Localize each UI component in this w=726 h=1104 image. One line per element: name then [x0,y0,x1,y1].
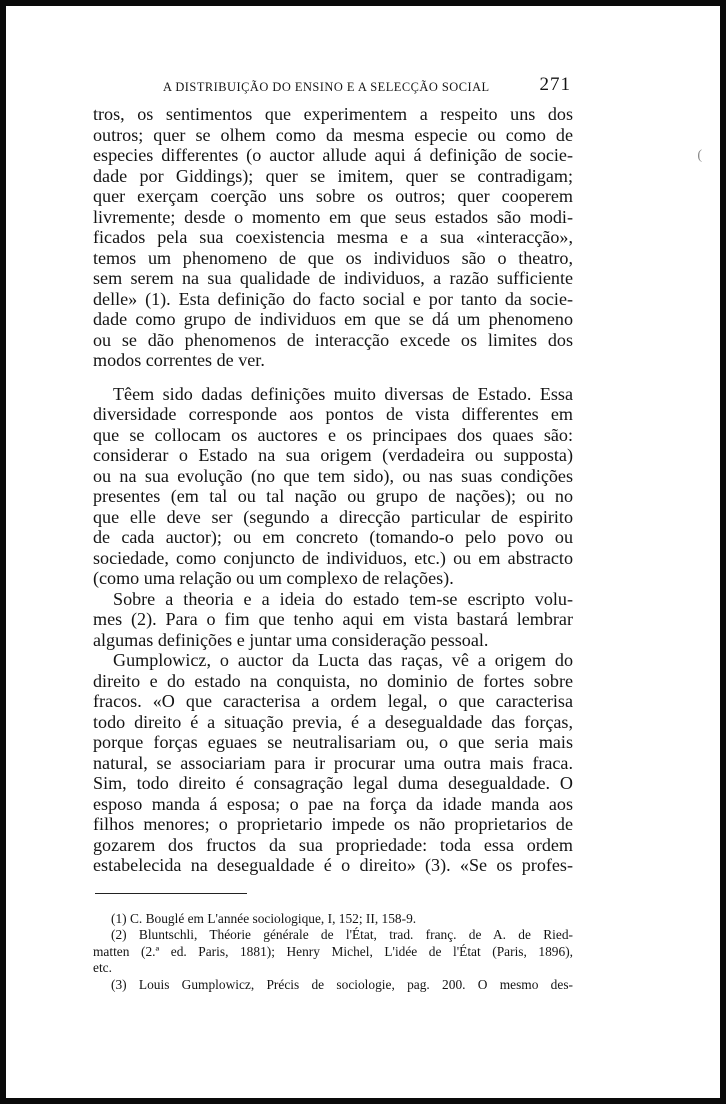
text-line: modos correntes de ver. [93,350,265,370]
text-line: delle» (1). Esta definição do facto social e por tanto da socie- [93,288,573,309]
text-line: livremente; desde o momento em que seus estados são modi- [93,206,573,227]
text-line: Sobre a theoria e a ideia do estado tem-se escripto volu- [113,588,573,609]
footnote-line: matten (2.ª ed. Paris, 1881); Henry Michel, L'idée de l'État (Paris, 1896), [93,943,573,959]
text-line: Têem sido dadas definições muito diversas de Estado. Essa [113,383,573,404]
text-line: fracos. «O que caracterisa a ordem legal, o que caracterisa [93,691,573,711]
text-line: filhos menores; o proprietario impede os não proprietarios de [93,814,573,834]
scan-border-top [0,0,726,6]
text-line: de cada auctor); ou em concreto (tomando-o pelo povo ou [93,527,573,547]
footnote-rule [95,893,247,894]
text-line: diversidade corresponde aos pontos de vista differentes em [93,404,573,424]
paragraph-gap [93,371,573,384]
book-page [93,70,573,993]
text-line: ou na sua evolução (no que tem sido), ou nas suas condições [93,465,573,486]
text-line: porque forças eguaes se neutralisariam ou, o que seria mais [93,732,573,752]
paragraph [93,650,573,876]
text-line: todo direito é a situação previa, é a desegualdade das forças, [93,711,573,732]
text-line: direito e do estado na conquista, no dominio de fortes sobre [93,670,573,691]
text-line: Sim, todo direito é consagração legal duma desegualdade. O [93,773,573,793]
body-text [93,104,573,876]
scan-border-left [0,0,6,1104]
running-title: A DISTRIBUIÇÃO DO ENSINO E A SELECÇÃO SOCIAL [163,80,490,94]
text-line: estabelecida na desegualdade é o direito» (3). «Se os profes- [93,855,573,875]
text-line: esposo manda á esposa; o pae na força da idade manda aos [93,793,573,814]
text-line: ficados pela sua coexistencia mesma e a sua «interacção», [93,227,573,247]
scan-border-right [720,0,726,1104]
text-line: dade como grupo de individuos em que se dá um phenomeno [93,309,573,329]
text-line: gozarem dos fructos da sua propriedade: toda essa ordem [93,834,573,855]
text-line: especies differentes (o auctor allude aqui á definição de socie- [93,145,573,165]
text-line: tros, os sentimentos que experimentem a respeito uns dos [93,104,573,124]
footnote-line: etc. [93,960,112,975]
text-line: que se collocam os auctores e os principaes dos quaes são: [93,424,573,445]
text-line: mes (2). Para o fim que tenho aqui em vista bastará lembrar [93,609,573,629]
text-line: outros; quer se olhem como da mesma especie ou como de [93,124,573,145]
text-line: (como uma relação ou um complexo de relações). [93,568,454,588]
text-line: natural, se associariam para ir procurar uma outra mais fraca. [93,752,573,773]
page-number: 271 [539,74,571,95]
margin-pencil-mark: ( [697,148,702,163]
paragraph [93,384,573,589]
scan-border-bottom [0,1098,726,1104]
footnote-line: (2) Bluntschli, Théorie générale de l'État, trad. franç. de A. de Ried- [111,927,573,942]
text-line: que elle deve ser (segundo a direcção particular de espirito [93,506,573,527]
text-line: dade por Giddings); quer se imitem, quer se contradigam; [93,165,573,186]
text-line: ou se dão phenomenos de interacção excede os limites dos [93,329,573,350]
footnote-line: (3) Louis Gumplowicz, Précis de sociologie, pag. 200. O mesmo des- [111,976,573,992]
paragraph [93,104,573,371]
footnotes [93,911,573,994]
text-line: algumas definições e juntar uma consideração pessoal. [93,629,489,650]
text-line: presentes (em tal ou tal nação ou grupo de nações); ou no [93,486,573,506]
running-head [93,70,573,104]
text-line: sociedade, como conjuncto de individuos, etc.) ou em abstracto [93,547,573,568]
footnote-line: (1) C. Bouglé em L'année sociologique, I, 152; II, 158-9. [111,910,417,926]
text-line: sem serem na sua qualidade de individuos, a razão sufficiente [93,268,573,288]
text-line: quer exerçam coerção uns sobre os outros; quer cooperem [93,186,573,206]
text-line: Gumplowicz, o auctor da Lucta das raças, vê a origem do [113,650,573,670]
text-line: temos um phenomeno de que os individuos são o theatro, [93,247,573,268]
paragraph [93,589,573,651]
text-line: considerar o Estado na sua origem (verdadeira ou supposta) [93,445,573,465]
